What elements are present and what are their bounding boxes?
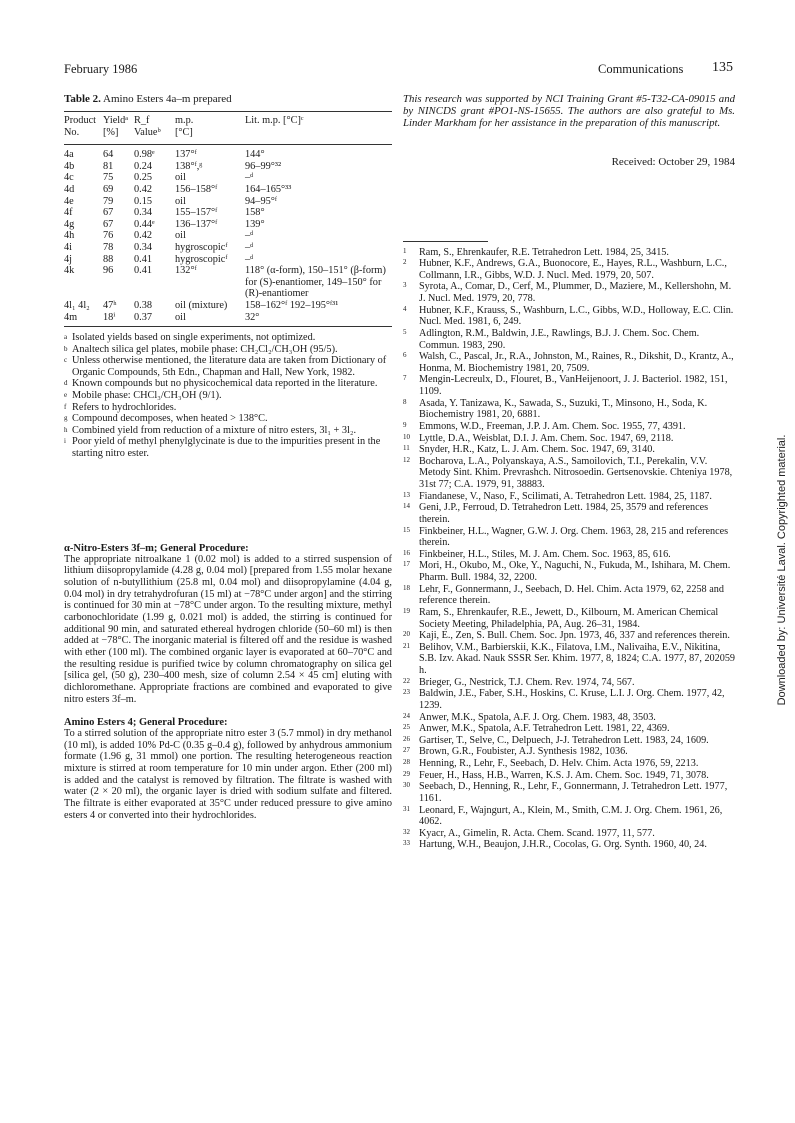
table-footnote bbox=[64, 344, 392, 356]
reference-item bbox=[403, 688, 735, 711]
table-row bbox=[64, 242, 392, 254]
reference-number: 32 bbox=[403, 827, 410, 836]
table-title-label: Table 2. bbox=[64, 93, 101, 105]
reference-text: Finkbeiner, H.L., Stiles, M. J. Am. Chem. Soc. 1963, 85, 616. bbox=[419, 548, 671, 560]
table-cell: 0.44ᵉ bbox=[134, 218, 155, 230]
reference-item bbox=[403, 839, 735, 851]
reference-item bbox=[403, 642, 735, 677]
table-row bbox=[64, 312, 392, 324]
amino-esters-table bbox=[64, 112, 392, 460]
reference-item bbox=[403, 328, 735, 351]
reference-item bbox=[403, 758, 735, 770]
table-cell: 81 bbox=[103, 160, 114, 172]
table-header-cell: Lit. m.p. [°C]ᶜ bbox=[245, 115, 304, 126]
table-header-cell: R_f Valueᵇ bbox=[134, 115, 161, 138]
reference-number: 27 bbox=[403, 746, 410, 755]
table-rule-header bbox=[64, 144, 392, 145]
reference-item bbox=[403, 456, 735, 491]
reference-item bbox=[403, 305, 735, 328]
reference-item bbox=[403, 421, 735, 433]
footnote-text: Poor yield of methyl phenylglycinate is due to the impurities present in the starting nitro ester. bbox=[72, 436, 381, 460]
table-row bbox=[64, 254, 392, 266]
reference-text: Emmons, W.D., Freeman, J.P. J. Am. Chem. Soc. 1955, 77, 4391. bbox=[419, 420, 686, 432]
table-cell: 88 bbox=[103, 253, 114, 265]
reference-text: Kaji, E., Zen, S. Bull. Chem. Soc. Jpn. 1973, 46, 337 and references therein. bbox=[419, 630, 730, 642]
table-row bbox=[64, 230, 392, 242]
reference-number: 25 bbox=[403, 723, 410, 732]
table-row bbox=[64, 184, 392, 196]
table-rule-bottom bbox=[64, 326, 392, 327]
reference-item bbox=[403, 281, 735, 304]
reference-item bbox=[403, 560, 735, 583]
table-cell: 94–95°ᶠ bbox=[245, 195, 278, 207]
table-footnote bbox=[64, 332, 392, 344]
table-cell: oil bbox=[175, 195, 186, 207]
header-section: Communications bbox=[598, 62, 684, 76]
table-cell: 158–162°ᶠ 192–195°ᶠ³¹ bbox=[245, 299, 339, 311]
table-cell: 0.41 bbox=[134, 265, 153, 277]
table-cell: 69 bbox=[103, 183, 114, 195]
table-cell: –ᵈ bbox=[245, 253, 254, 265]
table-cell: 64 bbox=[103, 149, 114, 161]
table-cell: hygroscopicᶠ bbox=[175, 253, 228, 265]
table-cell: 0.38 bbox=[134, 299, 153, 311]
reference-number: 19 bbox=[403, 606, 410, 615]
table-cell: 118° (α-form), 150–151° (β-form) for (S)-enantiomer, 149–150° for (R)-enantiomer bbox=[245, 265, 386, 300]
table-cell: 67 bbox=[103, 218, 114, 230]
table-cell: 67 bbox=[103, 207, 114, 219]
reference-text: Henning, R., Lehr, F., Seebach, D. Helv. Chim. Acta 1976, 59, 2213. bbox=[419, 758, 699, 770]
table-cell: oil bbox=[175, 172, 186, 184]
reference-item bbox=[403, 526, 735, 549]
section-amino-esters-title: Amino Esters 4; General Procedure: bbox=[64, 717, 228, 729]
table-cell: 96–99°³² bbox=[245, 160, 282, 172]
table-header-row bbox=[64, 112, 392, 144]
footnote-text: Refers to hydrochlorides. bbox=[72, 401, 177, 413]
reference-number: 10 bbox=[403, 432, 410, 441]
references-rule bbox=[403, 241, 488, 242]
table-cell: 32° bbox=[245, 311, 260, 323]
table-cell: oil (mixture) bbox=[175, 299, 228, 311]
reference-text: Geni, J.P., Ferroud, D. Tetrahedron Lett. 1984, 25, 3579 and references therein. bbox=[419, 502, 709, 525]
reference-item bbox=[403, 630, 735, 642]
table-cell: 75 bbox=[103, 172, 114, 184]
table-cell: 0.98ᵉ bbox=[134, 149, 155, 161]
table-cell: 0.34 bbox=[134, 207, 153, 219]
table-cell: 4i bbox=[64, 241, 73, 253]
table-cell: 0.24 bbox=[134, 160, 153, 172]
reference-number: 3 bbox=[403, 281, 407, 290]
table-cell: –ᵈ bbox=[245, 241, 254, 253]
table-header-cell: m.p. [°C] bbox=[175, 115, 194, 138]
reference-number: 6 bbox=[403, 351, 407, 360]
table-footnote bbox=[64, 390, 392, 402]
reference-text: Feuer, H., Hass, H.B., Warren, K.S. J. Am. Chem. Soc. 1949, 71, 3078. bbox=[419, 769, 709, 781]
table-cell: 4h bbox=[64, 230, 75, 242]
reference-number: 14 bbox=[403, 502, 410, 511]
table-row bbox=[64, 207, 392, 219]
footnote-text: Compound decomposes, when heated > 138°C. bbox=[72, 413, 268, 425]
reference-text: Kyacr, A., Gimelin, R. Acta. Chem. Scand. 1977, 11, 577. bbox=[419, 827, 655, 839]
reference-text: Walsh, C., Pascal, Jr., R.A., Johnston, M., Raines, R., Dikshit, D., Krantz, A., Honma, M. Biochemistry 1981, 20, 7509. bbox=[419, 351, 734, 374]
table-row bbox=[64, 300, 392, 312]
reference-item bbox=[403, 433, 735, 445]
reference-text: Ram, S., Ehrenkaufer, R.E. Tetrahedron Lett. 1984, 25, 3415. bbox=[419, 246, 669, 258]
footnote-marker: g bbox=[64, 414, 68, 423]
table-cell: 4m bbox=[64, 311, 78, 323]
reference-text: Mori, H., Okubo, M., Oke, Y., Naguchi, N., Fukuda, M., Ishihara, M. Chem. Pharm. Bull. 1984, 32, 2200. bbox=[419, 560, 731, 584]
reference-item bbox=[403, 607, 735, 630]
table-cell: 18ⁱ bbox=[103, 311, 116, 323]
table-cell: 132°ᶠ bbox=[175, 265, 197, 277]
table-cell: 79 bbox=[103, 195, 114, 207]
table-footnotes bbox=[64, 332, 392, 460]
table-cell: 47ʰ bbox=[103, 299, 117, 311]
reference-number: 4 bbox=[403, 304, 407, 313]
table-cell: 0.15 bbox=[134, 195, 153, 207]
reference-number: 20 bbox=[403, 630, 410, 639]
reference-item bbox=[403, 549, 735, 561]
reference-number: 13 bbox=[403, 490, 410, 499]
reference-item bbox=[403, 398, 735, 421]
reference-text: Fiandanese, V., Naso, F., Scilimati, A. Tetrahedron Lett. 1984, 25, 1187. bbox=[419, 490, 712, 502]
table-row bbox=[64, 172, 392, 184]
reference-item bbox=[403, 805, 735, 828]
table-cell: 139° bbox=[245, 218, 265, 230]
reference-text: Adlington, R.M., Baldwin, J.E., Rawlings, B.J. J. Chem. Soc. Chem. Commun. 1983, 290. bbox=[419, 327, 700, 351]
footnote-text: Combined yield from reduction of a mixture of nitro esters, 3l₁ + 3l₂. bbox=[72, 424, 357, 436]
reference-text: Leonard, F., Wajngurt, A., Klein, M., Smith, C.M. J. Org. Chem. 1961, 26, 4062. bbox=[419, 804, 723, 828]
reference-item bbox=[403, 247, 735, 259]
reference-item bbox=[403, 351, 735, 374]
table-footnote bbox=[64, 402, 392, 414]
reference-number: 28 bbox=[403, 758, 410, 767]
reference-text: Finkbeiner, H.L., Wagner, G.W. J. Org. Chem. 1963, 28, 215 and references therein. bbox=[419, 525, 729, 549]
table-row bbox=[64, 265, 392, 300]
table-row bbox=[64, 196, 392, 208]
reference-text: Gartiser, T., Selve, C., Delpuech, J-J. Tetrahedron Lett. 1983, 24, 1609. bbox=[419, 734, 709, 746]
reference-item bbox=[403, 502, 735, 525]
table-title-text: Amino Esters 4a–m prepared bbox=[103, 93, 232, 105]
reference-item bbox=[403, 444, 735, 456]
reference-number: 31 bbox=[403, 804, 410, 813]
reference-text: Brieger, G., Nestrick, T.J. Chem. Rev. 1974, 74, 567. bbox=[419, 676, 635, 688]
reference-text: Lyttle, D.A., Weisblat, D.I. J. Am. Chem. Soc. 1947, 69, 2118. bbox=[419, 432, 674, 444]
reference-number: 23 bbox=[403, 688, 410, 697]
table-cell: 4c bbox=[64, 172, 74, 184]
reference-number: 24 bbox=[403, 711, 410, 720]
section-amino-esters-text: To a stirred solution of the appropriate nitro ester 3 (5.7 mmol) in dry methanol (10 ml), is added 10% Pd-C (0.35 g–0.4 g), followed by anhydrous ammonium formate (1.96 g, 31 mmol) one portion. The resulting heterogeneous reaction mixture is stirred at room temperature for 10 min under argon. Ether (200 ml) is added and the catalyst is removed by filtration. The filtrate is washed with water (2 × 20 ml), the organic layer is dried with sodium sulfate and filtered. The filtrate is either evaporated at 35°C under reduced pressure to give amino esters 4 or converted into their hydrochlorides. bbox=[64, 728, 392, 821]
reference-text: Bocharova, L.A., Polyanskaya, A.S., Samoilovich, T.I., Perekalin, V.V. Metody Sint. Khim. Prevrashch. Nitrosoedin. Gertsenovskie. Chteniya 1978, 31st 77; C.A. 1979, 91, 38883. bbox=[419, 455, 733, 491]
reference-number: 21 bbox=[403, 641, 410, 650]
reference-item bbox=[403, 374, 735, 397]
reference-item bbox=[403, 258, 735, 281]
table-cell: –ᵈ bbox=[245, 230, 254, 242]
table-cell: 164–165°³³ bbox=[245, 183, 292, 195]
reference-item bbox=[403, 677, 735, 689]
download-notice: Downloaded by: Université Laval. Copyrighted material. bbox=[776, 434, 788, 706]
reference-number: 17 bbox=[403, 560, 410, 569]
reference-number: 33 bbox=[403, 839, 410, 848]
reference-text: Brown, G.R., Foubister, A.J. Synthesis 1982, 1036. bbox=[419, 746, 628, 758]
table-cell: 0.37 bbox=[134, 311, 153, 323]
table-footnote bbox=[64, 378, 392, 390]
table-footnote bbox=[64, 425, 392, 437]
reference-item bbox=[403, 781, 735, 804]
reference-number: 16 bbox=[403, 548, 410, 557]
reference-text: Baldwin, J.E., Faber, S.H., Hoskins, C. Kruse, L.I. J. Org. Chem. 1977, 42, 1239. bbox=[419, 688, 725, 711]
reference-number: 7 bbox=[403, 374, 407, 383]
table-cell: 4a bbox=[64, 149, 74, 161]
table-cell: 0.25 bbox=[134, 172, 153, 184]
table-cell: 137°ᶠ bbox=[175, 149, 197, 161]
table-cell: 76 bbox=[103, 230, 114, 242]
footnote-marker: h bbox=[64, 425, 68, 434]
footnote-marker: i bbox=[64, 437, 66, 446]
table-cell: 4j bbox=[64, 253, 73, 265]
table-header-cell: Yieldᵃ [%] bbox=[103, 115, 129, 138]
reference-number: 8 bbox=[403, 397, 407, 406]
references-list bbox=[403, 247, 735, 852]
reference-number: 30 bbox=[403, 781, 410, 790]
reference-number: 18 bbox=[403, 583, 410, 592]
footnote-marker: a bbox=[64, 333, 68, 342]
table-cell: hygroscopicᶠ bbox=[175, 241, 228, 253]
right-column bbox=[403, 93, 735, 851]
table-cell: 4f bbox=[64, 207, 73, 219]
page-number: 135 bbox=[712, 60, 733, 75]
table-cell: 78 bbox=[103, 241, 114, 253]
reference-number: 1 bbox=[403, 246, 407, 255]
footnote-text: Unless otherwise mentioned, the literature data are taken from Dictionary of Organic Compounds, 5th Edn., Chapman and Hall, New York, 1982. bbox=[72, 355, 387, 378]
section-nitro-esters-text: The appropriate nitroalkane 1 (0.02 mol) is added to a stirred suspension of lithium diisopropylamide (4.28 g, 0.04 mol) [prepared from 1.55 molar hexane solution of n-butyllithium (25.8 ml, 0.04 mol) and diisopropylamine (4.04 g, 0.04 mol) in dry tetrahydrofuran (15 ml) at −78°C under argon] and the stirring is continued for 30 min at −78°C under argon. To the resulting mixture, methyl carbonochloridate (1.99 g, 0.021 mol) is added, the stirring is continued for additional 90 min, and saturated ethereal hydrogen chloride (50–60 ml) is then added at −78°C. The inorganic material is filtered off and the residue is washed with ether (100 ml). The combined organic layer is evaporated at 60–70°C and the resulting residue is purified twice by column chromatography on silica gel [silica gel, (50 g), 230–400 mesh, size of column 2.54 × 45 cm] eluting with dichloromethane. Appropriate fractions are combined and evaporated to give nitro esters 3f–m. bbox=[64, 553, 392, 705]
table-cell: 0.42 bbox=[134, 183, 153, 195]
reference-number: 26 bbox=[403, 734, 410, 743]
reference-item bbox=[403, 735, 735, 747]
table-cell: 155–157°ᶠ bbox=[175, 207, 218, 219]
table-cell: –ᵈ bbox=[245, 172, 254, 184]
table-footnote bbox=[64, 436, 392, 459]
reference-item bbox=[403, 584, 735, 607]
reference-number: 15 bbox=[403, 525, 410, 534]
reference-text: Syrota, A., Comar, D., Cerf, M., Plummer, D., Maziere, M., Kellershohn, M. J. Nucl. Med. 1979, 20, 778. bbox=[419, 281, 732, 305]
reference-text: Lehr, F., Gonnermann, J., Seebach, D. Hel. Chim. Acta 1979, 62, 2258 and reference therein. bbox=[419, 583, 724, 607]
reference-text: Snyder, H.R., Katz, L. J. Am. Chem. Soc. 1947, 69, 3140. bbox=[419, 444, 655, 456]
table-cell: 0.34 bbox=[134, 241, 153, 253]
reference-text: Belihov, V.M., Barbierskii, K.K., Filatova, I.M., Nalivaiha, E.V., Nikitina, S.B. Izv. Akad. Nauk SSSR Ser. Khim. 1977, 8, 1824; C.A. 1977, 87, 202059 h. bbox=[419, 641, 736, 677]
table-cell: 4k bbox=[64, 265, 75, 277]
footnote-text: Mobile phase: CHCl₃/CH₃OH (9/1). bbox=[72, 390, 222, 402]
table-footnote bbox=[64, 355, 392, 378]
footnote-text: Isolated yields based on single experiments, not optimized. bbox=[72, 332, 316, 344]
reference-number: 9 bbox=[403, 420, 407, 429]
table-cell: 4l₁ 4l₂ bbox=[64, 299, 90, 311]
table-cell: 144° bbox=[245, 149, 265, 161]
footnote-marker: e bbox=[64, 391, 68, 400]
table-header-cell: Product No. bbox=[64, 115, 97, 138]
reference-text: Hubner, K.F., Krauss, S., Washburn, L.C., Gibbs, W.D., Holloway, E.C. Clin. Nucl. Med. 1981, 6, 249. bbox=[419, 304, 734, 328]
table-row bbox=[64, 219, 392, 231]
header-date: February 1986 bbox=[64, 62, 138, 76]
table-cell: 0.42 bbox=[134, 230, 153, 242]
reference-number: 22 bbox=[403, 676, 410, 685]
left-column bbox=[64, 93, 392, 821]
table-cell: 96 bbox=[103, 265, 114, 277]
footnote-marker: c bbox=[64, 356, 68, 365]
reference-text: Asada, Y. Tanizawa, K., Sawada, S., Suzuki, T., Minsono, H., Soda, K. Biochemistry 1981, 20, 6881. bbox=[419, 397, 708, 421]
reference-item bbox=[403, 770, 735, 782]
table-cell: 138°ᶠ,ᵍ bbox=[175, 160, 203, 172]
table-title bbox=[64, 93, 392, 105]
acknowledgement: This research was supported by NCI Training Grant #5-T32-CA-09015 and by NINCDS grant #PO1-NS-15655. The authors are also grateful to Ms. Linder Markham for her assistance in the preparation of this manuscript. bbox=[403, 93, 735, 130]
received-date: Received: October 29, 1984 bbox=[611, 155, 735, 168]
table-cell: oil bbox=[175, 230, 186, 242]
reference-item bbox=[403, 828, 735, 840]
table-cell: 4d bbox=[64, 183, 75, 195]
reference-number: 11 bbox=[403, 444, 410, 453]
table-cell: 4g bbox=[64, 218, 75, 230]
reference-item bbox=[403, 723, 735, 735]
table-row bbox=[64, 161, 392, 173]
table-footnote bbox=[64, 413, 392, 425]
footnote-marker: b bbox=[64, 344, 68, 353]
table-cell: 4e bbox=[64, 195, 74, 207]
reference-number: 12 bbox=[403, 455, 410, 464]
reference-text: Hartung, W.H., Beaujon, J.H.R., Cocolas, G. Org. Synth. 1960, 40, 24. bbox=[419, 839, 707, 851]
reference-text: Hubner, K.F., Andrews, G.A., Buonocore, E., Hayes, R.L., Washburn, L.C., Collmann, I.R., Gibbs, W.D. J. Nucl. Med. 1979, 20, 507. bbox=[419, 258, 727, 281]
reference-number: 5 bbox=[403, 327, 407, 336]
table-cell: 156–158°ᶠ bbox=[175, 183, 218, 195]
table-row bbox=[64, 149, 392, 161]
table-cell: 136–137°ᶠ bbox=[175, 218, 218, 230]
footnote-text: Known compounds but no physicochemical data reported in the literature. bbox=[72, 378, 378, 390]
reference-item bbox=[403, 491, 735, 503]
table-body bbox=[64, 149, 392, 323]
reference-text: Ram, S., Ehrenkaufer, R.E., Jewett, D., Kilbourn, M. American Chemical Society Meeting, Philadelphia, PA, Aug. 26–31, 1984. bbox=[419, 606, 719, 630]
reference-text: Anwer, M.K., Spatola, A.F. Tetrahedron Lett. 1981, 22, 4369. bbox=[419, 723, 670, 735]
footnote-marker: d bbox=[64, 379, 68, 388]
reference-number: 2 bbox=[403, 258, 407, 267]
reference-text: Mengin-Lecreulx, D., Flouret, B., VanHeijenoort, J. J. Bacteriol. 1982, 151, 1109. bbox=[419, 374, 728, 398]
reference-text: Seebach, D., Henning, R., Lehr, F., Gonnermann, J. Tetrahedron Lett. 1977, 1161. bbox=[419, 781, 728, 804]
footnote-text: Analtech silica gel plates, mobile phase: CH₂Cl₂/CH₃OH (95/5). bbox=[72, 343, 338, 355]
section-nitro-esters-title: α-Nitro-Esters 3f–m; General Procedure: bbox=[64, 542, 249, 554]
reference-text: Anwer, M.K., Spatola, A.F. J. Org. Chem. 1983, 48, 3503. bbox=[419, 711, 656, 723]
table-cell: 0.41 bbox=[134, 253, 153, 265]
table-cell: 158° bbox=[245, 207, 265, 219]
reference-item bbox=[403, 712, 735, 724]
footnote-marker: f bbox=[64, 402, 67, 411]
reference-item bbox=[403, 746, 735, 758]
table-cell: 4b bbox=[64, 160, 75, 172]
table-cell: oil bbox=[175, 311, 186, 323]
reference-number: 29 bbox=[403, 769, 410, 778]
